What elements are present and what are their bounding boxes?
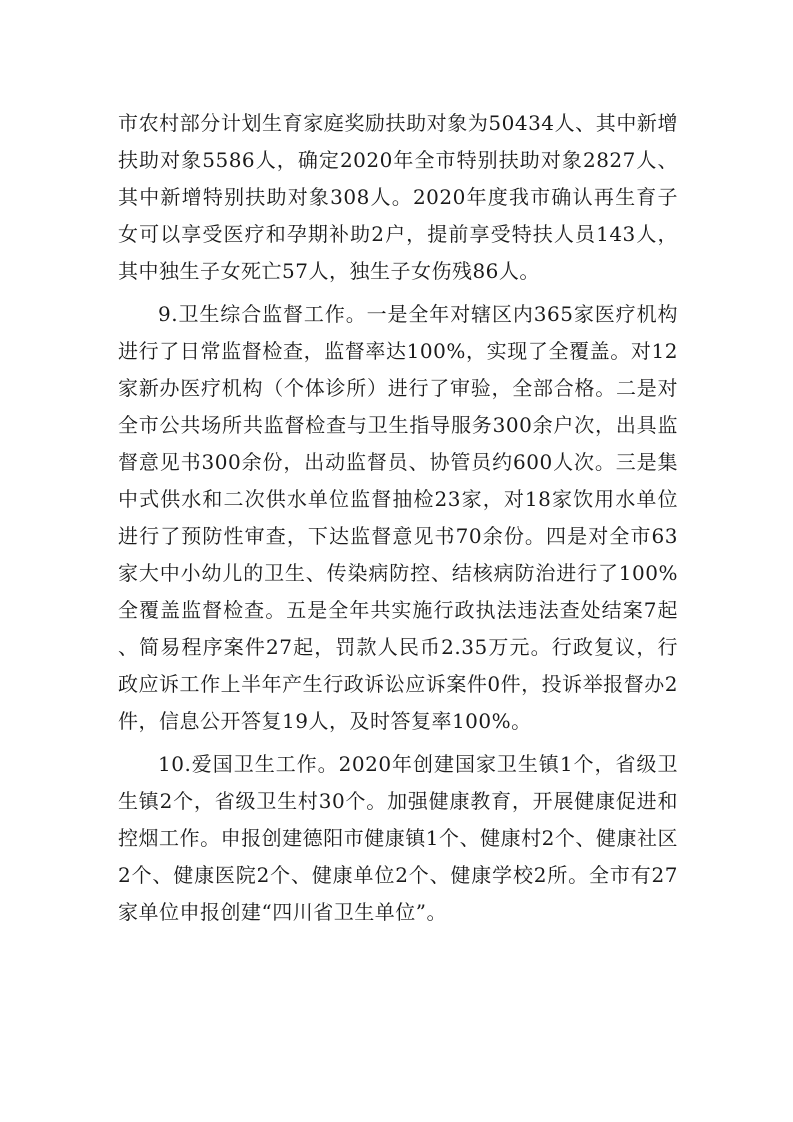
paragraph-patriotic-health: 10.爱国卫生工作。2020年创建国家卫生镇1个，省级卫生镇2个，省级卫生村30个。加强健康教育，开展健康促进和控烟工作。申报创建德阳市健康镇1个、健康村2个、健康社区2个、健康医院2个、健康单位2个、健康学校2所。全市有27家单位申报创建“四川省卫生单位”。 <box>118 752 678 924</box>
paragraph-family-planning: 市农村部分计划生育家庭奖励扶助对象为50434人、其中新增扶助对象5586人，确定2020年全市特别扶助对象2827人、其中新增特别扶助对象308人。2020年度我市确认再生育子女可以享受医疗和孕期补助2户，提前享受特扶人员143人，其中独生子女死亡57人，独生子女伤残86人。 <box>118 111 678 283</box>
paragraph-health-supervision: 9.卫生综合监督工作。一是全年对辖区内365家医疗机构进行了日常监督检查，监督率达100%，实现了全覆盖。对12家新办医疗机构（个体诊所）进行了审验，全部合格。二是对全市公共场所共监督检查与卫生指导服务300余户次，出具监督意见书300余份，出动监督员、协管员约600人次。三是集中式供水和二次供水单位监督抽检23家，对18家饮用水单位进行了预防性审查，下达监督意见书70余份。四是对全市63家大中小幼儿的卫生、传染病防控、结核病防治进行了100%全覆盖监督检查。五是全年共实施行政执法违法查处结案7起、简易程序案件27起，罚款人民币2.35万元。行政复议，行政应诉工作上半年产生行政诉讼应诉案件0件，投诉举报督办2件，信息公开答复19人，及时答复率100%。 <box>118 302 678 733</box>
document-body <box>118 105 678 931</box>
